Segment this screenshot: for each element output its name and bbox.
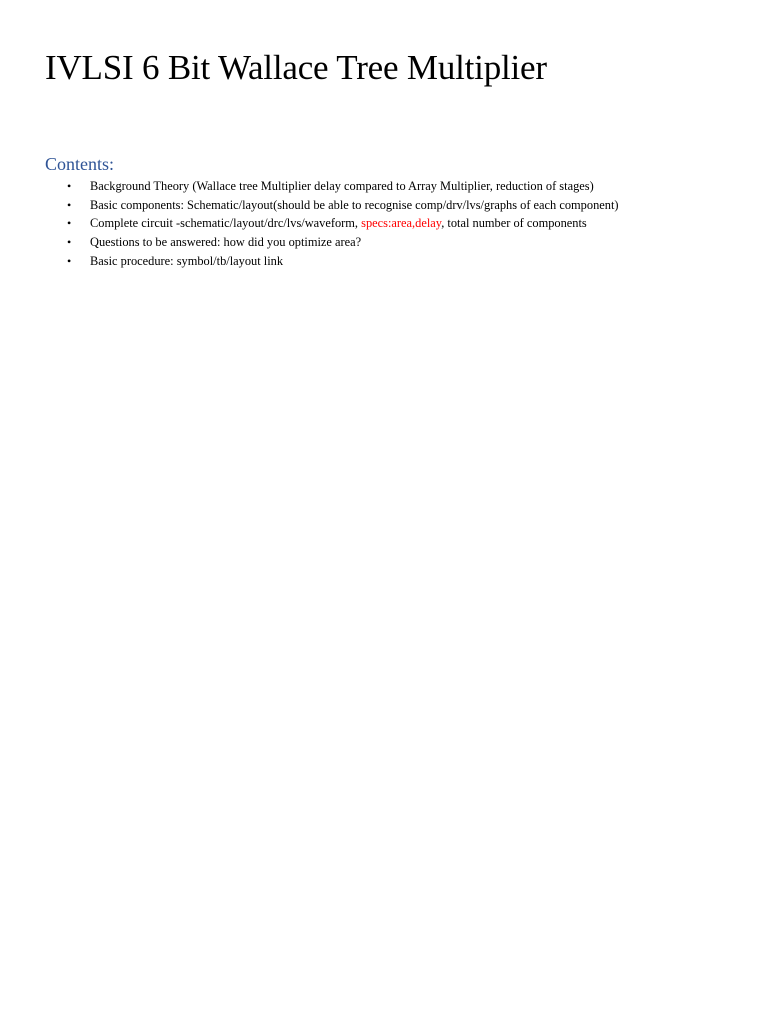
- contents-heading: Contents:: [45, 154, 115, 174]
- list-item-complete-circuit: [45, 214, 745, 233]
- list-item-text-suffix: , total number of components: [441, 216, 587, 231]
- bullet-icon: •: [67, 253, 72, 268]
- list-item-text: Basic components: Schematic/layout(should be able to recognise comp/drv/lvs/graphs of each component): [90, 197, 619, 212]
- list-item-text: Background Theory (Wallace tree Multiplier delay compared to Array Multiplier, reduction of stages): [90, 179, 594, 193]
- list-item-text: Complete circuit -schematic/layout/drc/lvs/waveform,: [90, 216, 362, 231]
- document-title: IVLSI 6 Bit Wallace Tree Multiplier: [45, 48, 547, 87]
- highlight-specs-area: specs:area,: [361, 216, 416, 231]
- list-item-background-theory: [45, 177, 745, 196]
- bullet-icon: •: [67, 235, 72, 250]
- list-item-text: Basic procedure: symbol/tb/layout link: [90, 253, 284, 268]
- highlight-delay: delay: [415, 216, 442, 231]
- bullet-icon: •: [67, 197, 72, 212]
- contents-list: [45, 177, 745, 271]
- bullet-icon: •: [67, 179, 72, 193]
- list-item-basic-components: [45, 196, 745, 215]
- bullet-icon: •: [67, 216, 72, 231]
- list-item-questions: [45, 233, 745, 252]
- list-item-basic-procedure: [45, 252, 745, 271]
- list-item-text: Questions to be answered: how did you optimize area?: [90, 235, 362, 250]
